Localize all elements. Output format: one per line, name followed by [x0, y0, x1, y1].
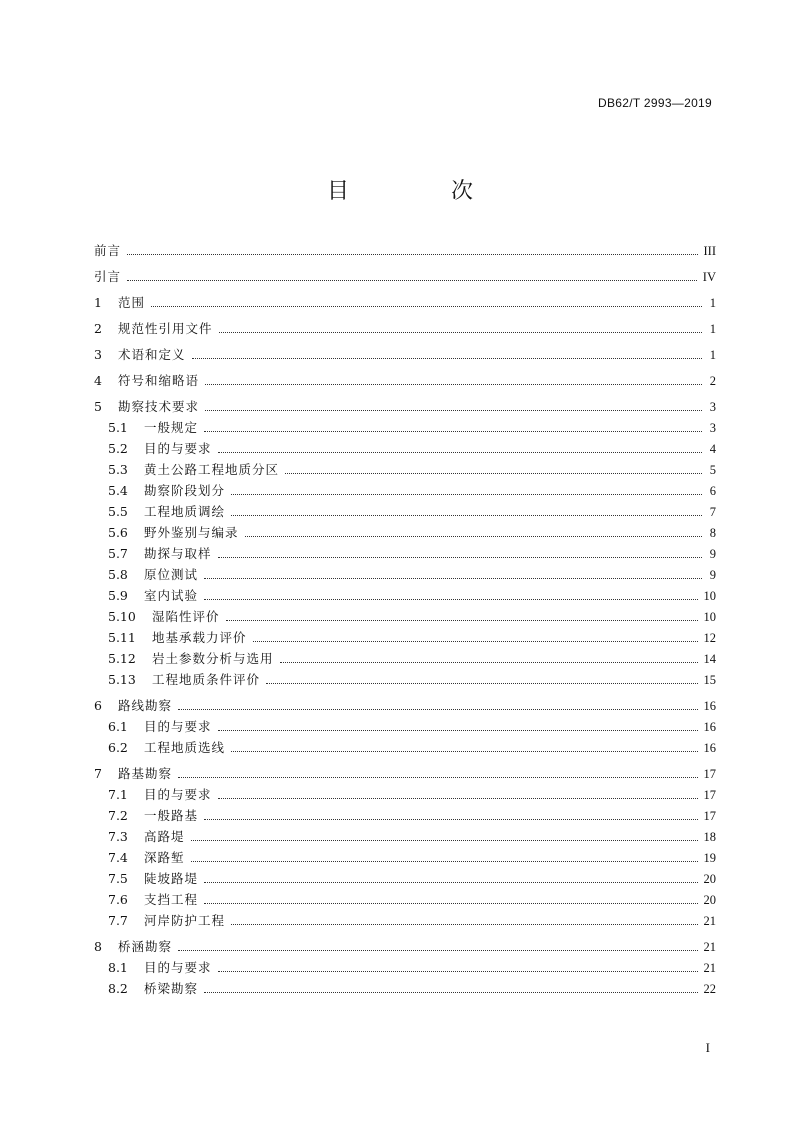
toc-entry[interactable] [94, 695, 716, 716]
toc-dot-leader [204, 431, 702, 432]
table-of-contents [94, 240, 716, 999]
toc-entry[interactable] [94, 522, 716, 543]
page-number: I [705, 1040, 710, 1055]
toc-entry-label: 引言 [94, 269, 122, 284]
toc-entry[interactable] [94, 826, 716, 847]
toc-entry-label: 路线勘察 [118, 698, 173, 713]
toc-entry[interactable] [94, 480, 716, 501]
toc-entry-label: 陡坡路堤 [144, 871, 199, 886]
toc-dot-leader [231, 515, 702, 516]
toc-entry[interactable] [94, 784, 716, 805]
toc-entry-number: 6.2 [108, 740, 128, 755]
toc-dot-leader [218, 452, 702, 453]
toc-entry-number: 8 [94, 939, 102, 954]
toc-entry-label: 符号和缩略语 [118, 373, 200, 388]
toc-dot-leader [231, 494, 702, 495]
toc-entry-page: IV [702, 270, 716, 284]
toc-entry[interactable] [94, 266, 716, 287]
toc-entry-number: 7.5 [108, 871, 128, 886]
toc-entry-number: 5.13 [108, 672, 136, 687]
toc-entry-number: 8.2 [108, 981, 128, 996]
toc-dot-leader [280, 662, 698, 663]
toc-entry[interactable] [94, 737, 716, 758]
toc-entry-number: 3 [94, 347, 102, 362]
toc-entry-number: 5.11 [108, 630, 136, 645]
toc-dot-leader [178, 777, 697, 778]
toc-entry-number: 5.6 [108, 525, 128, 540]
toc-entry-page: 10 [703, 610, 716, 624]
toc-entry-number: 7.1 [108, 787, 128, 802]
toc-entry[interactable] [94, 318, 716, 339]
toc-entry[interactable] [94, 805, 716, 826]
toc-entry-page: 12 [703, 631, 716, 645]
toc-entry-page: 21 [703, 914, 716, 928]
toc-entry-page: 1 [709, 348, 716, 362]
toc-dot-leader [178, 709, 697, 710]
toc-entry[interactable] [94, 889, 716, 910]
toc-entry-number: 7 [94, 766, 102, 781]
toc-entry[interactable] [94, 648, 716, 669]
toc-entry-number: 8.1 [108, 960, 128, 975]
toc-entry[interactable] [94, 936, 716, 957]
toc-dot-leader [204, 599, 697, 600]
toc-entry-number: 5.2 [108, 441, 128, 456]
toc-entry-label: 野外鉴别与编录 [144, 525, 239, 540]
toc-entry-page: 1 [709, 322, 716, 336]
toc-entry-label: 岩土参数分析与选用 [152, 651, 274, 666]
toc-dot-leader [218, 557, 702, 558]
toc-entry[interactable] [94, 459, 716, 480]
toc-entry[interactable] [94, 910, 716, 931]
toc-dot-leader [253, 641, 698, 642]
toc-entry-number: 5.9 [108, 588, 128, 603]
toc-entry-number: 6 [94, 698, 102, 713]
toc-dot-leader [245, 536, 702, 537]
toc-entry-number: 5.12 [108, 651, 136, 666]
toc-entry[interactable] [94, 370, 716, 391]
toc-dot-leader [231, 924, 697, 925]
toc-dot-leader [127, 280, 697, 281]
toc-dot-leader [127, 254, 697, 255]
toc-dot-leader [219, 332, 702, 333]
toc-dot-leader [151, 306, 702, 307]
toc-entry-label: 桥梁勘察 [144, 981, 199, 996]
page-title: 目 次 [326, 179, 513, 204]
toc-entry-label: 术语和定义 [118, 347, 186, 362]
toc-entry-label: 路基勘察 [118, 766, 173, 781]
toc-entry[interactable] [94, 417, 716, 438]
toc-entry-page: 15 [703, 673, 716, 687]
toc-entry-label: 河岸防护工程 [144, 913, 226, 928]
toc-entry-label: 支挡工程 [144, 892, 199, 907]
toc-entry-label: 勘察技术要求 [118, 399, 200, 414]
toc-entry[interactable] [94, 543, 716, 564]
toc-entry-page: III [703, 244, 716, 258]
toc-dot-leader [204, 903, 697, 904]
toc-entry-number: 4 [94, 373, 102, 388]
toc-entry[interactable] [94, 240, 716, 261]
toc-entry[interactable] [94, 396, 716, 417]
document-code: DB62/T 2993—2019 [598, 96, 712, 110]
toc-entry-label: 高路堤 [144, 829, 185, 844]
toc-entry-page: 9 [709, 547, 716, 561]
toc-dot-leader [204, 578, 702, 579]
toc-entry-number: 7.4 [108, 850, 128, 865]
toc-entry-page: 14 [703, 652, 716, 666]
toc-dot-leader [205, 410, 702, 411]
toc-entry-label: 一般路基 [144, 808, 199, 823]
toc-entry[interactable] [94, 957, 716, 978]
toc-entry-number: 5.4 [108, 483, 128, 498]
toc-entry-label: 目的与要求 [144, 441, 212, 456]
toc-entry-number: 7.2 [108, 808, 128, 823]
toc-entry[interactable] [94, 847, 716, 868]
toc-entry-page: 22 [703, 982, 716, 996]
toc-entry-number: 2 [94, 321, 102, 336]
toc-dot-leader [231, 751, 697, 752]
toc-entry[interactable] [94, 438, 716, 459]
toc-entry-label: 工程地质调绘 [144, 504, 226, 519]
toc-entry[interactable] [94, 606, 716, 627]
toc-entry-label: 湿陷性评价 [152, 609, 220, 624]
toc-entry-label: 室内试验 [144, 588, 199, 603]
toc-entry-page: 21 [703, 961, 716, 975]
toc-entry[interactable] [94, 564, 716, 585]
toc-entry-page: 2 [709, 374, 716, 388]
toc-entry[interactable] [94, 868, 716, 889]
toc-dot-leader [218, 798, 698, 799]
toc-entry-label: 勘探与取样 [144, 546, 212, 561]
toc-dot-leader [218, 971, 698, 972]
toc-entry-number: 5.7 [108, 546, 128, 561]
toc-entry-page: 16 [703, 720, 716, 734]
toc-entry-page: 17 [703, 809, 716, 823]
toc-entry-number: 5.10 [108, 609, 136, 624]
toc-entry-number: 5.8 [108, 567, 128, 582]
toc-entry-page: 8 [709, 526, 716, 540]
toc-entry-label: 一般规定 [144, 420, 199, 435]
toc-dot-leader [191, 840, 698, 841]
toc-entry-label: 目的与要求 [144, 787, 212, 802]
toc-entry[interactable] [94, 716, 716, 737]
toc-entry[interactable] [94, 978, 716, 999]
toc-entry-label: 原位测试 [144, 567, 199, 582]
toc-entry-page: 17 [703, 767, 716, 781]
toc-entry-page: 16 [703, 699, 716, 713]
toc-entry[interactable] [94, 501, 716, 522]
toc-dot-leader [178, 950, 697, 951]
toc-entry-page: 16 [703, 741, 716, 755]
toc-entry[interactable] [94, 292, 716, 313]
toc-dot-leader [191, 861, 698, 862]
toc-entry-label: 地基承载力评价 [152, 630, 247, 645]
toc-entry-label: 规范性引用文件 [118, 321, 213, 336]
toc-entry-number: 5.1 [108, 420, 128, 435]
toc-dot-leader [266, 683, 697, 684]
toc-dot-leader [204, 819, 697, 820]
toc-entry-label: 深路堑 [144, 850, 185, 865]
toc-entry-label: 工程地质条件评价 [152, 672, 261, 687]
toc-entry-page: 18 [703, 830, 716, 844]
toc-dot-leader [204, 992, 697, 993]
toc-entry[interactable] [94, 763, 716, 784]
toc-entry-label: 目的与要求 [144, 719, 212, 734]
toc-dot-leader [218, 730, 698, 731]
toc-entry-number: 7.7 [108, 913, 128, 928]
toc-entry-page: 21 [703, 940, 716, 954]
toc-entry-page: 3 [709, 400, 716, 414]
toc-dot-leader [226, 620, 698, 621]
toc-entry-page: 7 [709, 505, 716, 519]
toc-entry-page: 17 [703, 788, 716, 802]
toc-entry[interactable] [94, 669, 716, 690]
toc-entry-label: 目的与要求 [144, 960, 212, 975]
toc-entry[interactable] [94, 627, 716, 648]
toc-entry-number: 7.3 [108, 829, 128, 844]
toc-entry-page: 19 [703, 851, 716, 865]
toc-entry[interactable] [94, 585, 716, 606]
toc-entry-label: 工程地质选线 [144, 740, 226, 755]
toc-entry-number: 1 [94, 295, 102, 310]
toc-dot-leader [192, 358, 702, 359]
toc-entry-page: 5 [709, 463, 716, 477]
toc-entry-number: 5.3 [108, 462, 128, 477]
toc-entry-number: 6.1 [108, 719, 128, 734]
toc-entry-label: 桥涵勘察 [118, 939, 173, 954]
toc-entry-label: 范围 [118, 295, 146, 310]
toc-entry-page: 1 [709, 296, 716, 310]
toc-dot-leader [205, 384, 702, 385]
toc-entry-page: 20 [703, 872, 716, 886]
toc-entry-page: 20 [703, 893, 716, 907]
toc-dot-leader [285, 473, 702, 474]
toc-entry[interactable] [94, 344, 716, 365]
toc-entry-page: 3 [709, 421, 716, 435]
toc-entry-page: 10 [703, 589, 716, 603]
toc-entry-label: 勘察阶段划分 [144, 483, 226, 498]
toc-dot-leader [204, 882, 697, 883]
toc-entry-page: 9 [709, 568, 716, 582]
toc-entry-label: 黄土公路工程地质分区 [144, 462, 280, 477]
toc-entry-number: 5 [94, 399, 102, 414]
toc-entry-number: 5.5 [108, 504, 128, 519]
toc-entry-label: 前言 [94, 243, 122, 258]
toc-entry-page: 4 [709, 442, 716, 456]
toc-entry-number: 7.6 [108, 892, 128, 907]
toc-entry-page: 6 [709, 484, 716, 498]
